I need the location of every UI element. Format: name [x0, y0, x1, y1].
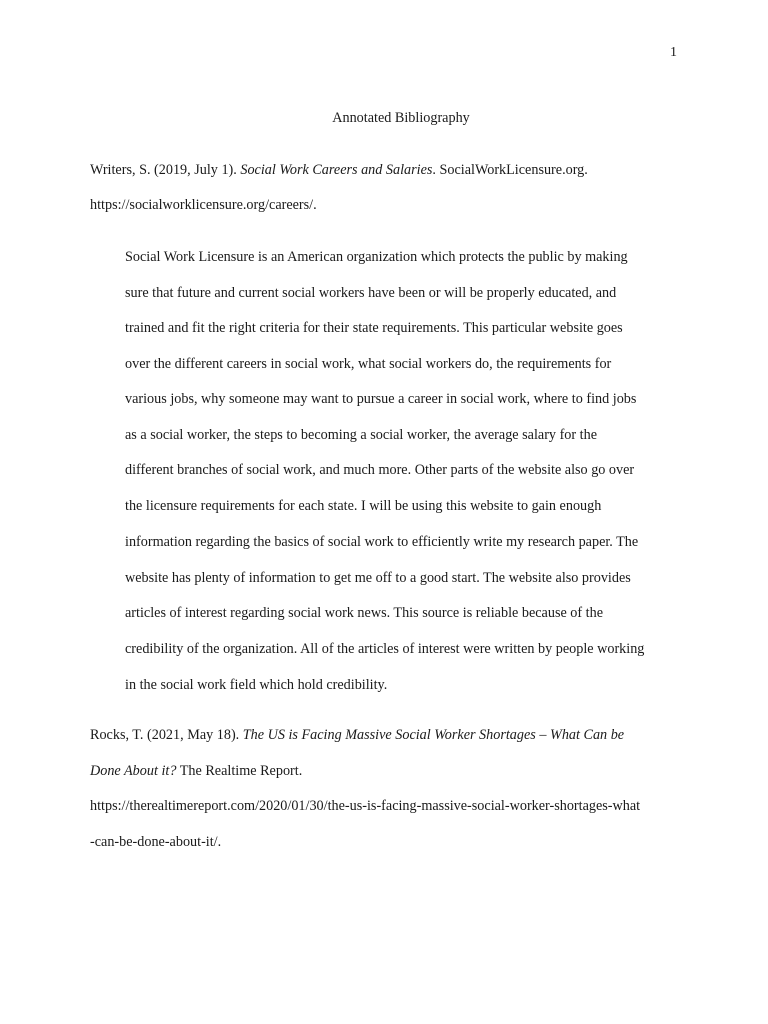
citation-2-publisher: The Realtime Report.: [176, 763, 303, 779]
citation-2-url-part-2: -can-be-done-about-it/.: [90, 834, 222, 850]
annotation-1-line: information regarding the basics of social work to efficiently write my research paper. The: [125, 534, 639, 550]
annotation-1-line: sure that future and current social workers have been or will be properly educated, and: [125, 285, 617, 301]
annotation-1-line: over the different careers in social work, what social workers do, the requirements for: [125, 356, 612, 372]
annotation-1-line: Social Work Licensure is an American organization which protects the public by making: [125, 249, 628, 265]
citation-1-work-title: Social Work Careers and Salaries: [240, 162, 433, 178]
annotation-1-line: in the social work field which hold credibility.: [125, 677, 388, 693]
citation-1-author-date: Writers, S. (2019, July 1).: [90, 162, 241, 178]
citation-2-line-1: [90, 727, 624, 744]
annotation-1-line: trained and fit the right criteria for their state requirements. This particular website goes: [125, 320, 623, 336]
annotation-1-line: different branches of social work, and much more. Other parts of the website also go over: [125, 462, 635, 478]
citation-1-publisher: . SocialWorkLicensure.org.: [432, 162, 588, 178]
annotation-1-line: credibility of the organization. All of the articles of interest were written by people working: [125, 641, 645, 657]
annotation-1-line: articles of interest regarding social work news. This source is reliable because of the: [125, 605, 604, 621]
annotation-1-line: the licensure requirements for each state. I will be using this website to gain enough: [125, 498, 602, 514]
page-number: 1: [670, 45, 677, 60]
citation-2-line-2: [90, 763, 302, 780]
annotation-1-line: website has plenty of information to get me off to a good start. The website also provides: [125, 570, 631, 586]
citation-2-url-part-1: https://therealtimereport.com/2020/01/30/the-us-is-facing-massive-social-worker-shortages-what: [90, 798, 641, 814]
citation-2-author-date: Rocks, T. (2021, May 18).: [90, 727, 243, 743]
citation-2-work-title-part-1: The US is Facing Massive Social Worker Shortages – What Can be: [242, 727, 625, 743]
citation-1-url: https://socialworklicensure.org/careers/.: [90, 197, 317, 213]
citation-1-line-1: [90, 162, 588, 179]
annotation-1-line: as a social worker, the steps to becoming a social worker, the average salary for the: [125, 427, 597, 443]
document-title: Annotated Bibliography: [332, 110, 470, 126]
citation-2-work-title-part-2: Done About it?: [90, 763, 177, 779]
annotation-1-line: various jobs, why someone may want to pursue a career in social work, where to find jobs: [125, 391, 637, 407]
